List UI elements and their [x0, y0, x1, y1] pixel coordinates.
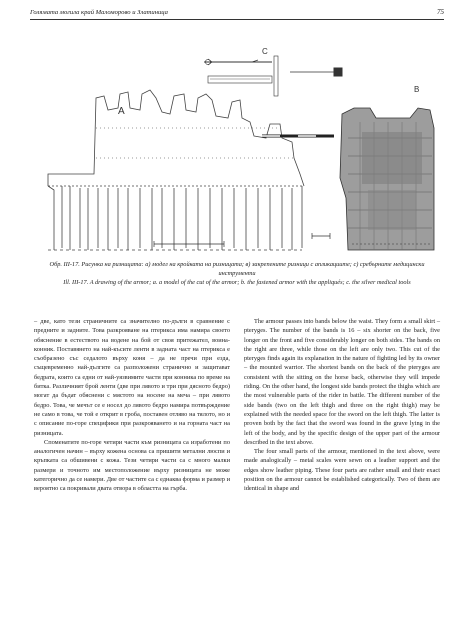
paragraph: – две, като тези страничните са значително по-дълги в сравнение с предните и задните. Това разкрояване на птерикса има намира своето обяснение в естеството на водене на бой от своя притежател, воина-конник. Поставянето на най-късите ленти в задната част на птерикса е съобразено със седалото върху коня – да не пречи при езда, същевременно най-дългите са разположени странично и защитават бедрата, които са едни от най-уязвимите части при конника по време на битка. Различният брой ленти (две при лявото и три при дясното бедро) могат да бъдат обяснени с мястото на носене на меча – при лявото бедро. Това, че мечът се е носел до лявото бедро намира потвърждение не само в това, че той е открит в гроба, поставен отляво на тялото, но и с описание по-горе специфики при разкрояването и на горната част на ризницата.: [34, 318, 230, 437]
running-header: [30, 7, 444, 20]
fastened-armor-drawing: [340, 108, 434, 250]
paragraph: The four small parts of the armour, mentioned in the text above, were made analogically – metal scales were sewn on a leather support and the edges show leather piping. These four parts are rather small and their exact position on the armour cannot be established categorically. Two of them are identical in shape and: [244, 448, 440, 493]
figure-caption: [34, 261, 440, 287]
figure-label-c: C: [262, 47, 268, 56]
figure-label-a: A: [118, 106, 125, 117]
right-column-english: [244, 317, 440, 494]
left-column-bulgarian: [34, 317, 230, 494]
armor-figure: [34, 38, 440, 252]
armor-cut-drawing: [48, 90, 304, 250]
running-title: Голямата могила край Маломорово и Златиница: [30, 9, 168, 16]
figure-label-b: B: [414, 85, 420, 94]
paragraph: Споменатите по-горе четири части към ризницата са изработени по аналогичен начин – върху кожена основа са пришити метални люспи и кръпката са обшивени с кожа. Тези четири части са с много малки размери и точното им местоположение върху ризницата не може категорично да се намери. Две от частите са с еднаква форма и размер и вероятно са покривали двата отвора в областта на гърба.: [34, 438, 230, 493]
medical-tools-drawing: [204, 56, 342, 96]
paragraph: The armour passes into bands below the waist. They form a small skirt – pteryges. The number of the bands is 16 – six shorter on the back, five longer on the front and five considerably longer on both sides. The bands on the right are three, while those on the left are only two. This cut of the pteryges finds again its explanation in the nature of fighting led by its owner – the mounted warrior. The shortest bands on the back of the pteryges are consistent with the sitting on the horse back, otherwise they will impede riding. On the other hand, the longest side bands protect the thighs which are the most vulnerable parts of the rider in battle. The different number of the side bands (two on the left thigh and three on the right thigh) may be explained with the needed space for the sword on the left thigh. The latter is proven both by the fact that the sword was found in the grave lying in the left of the body, and by the specific design of the upper part of the armour described in the text above.: [244, 318, 440, 446]
caption-english: Ill. III-17. A drawing of the armor; a. a model of the cut of the armor; b. the fastened armor with the appliqués; c. the silver medical tools: [63, 278, 411, 286]
figure-scale: [154, 233, 330, 247]
caption-bulgarian: Обр. III-17. Рисунка на ризницата: а) модел на кройката на ризницата; в) закрепените ризници с апликациите; с) сребърните медицински инструменти: [49, 261, 425, 277]
page-number: 75: [437, 8, 444, 16]
